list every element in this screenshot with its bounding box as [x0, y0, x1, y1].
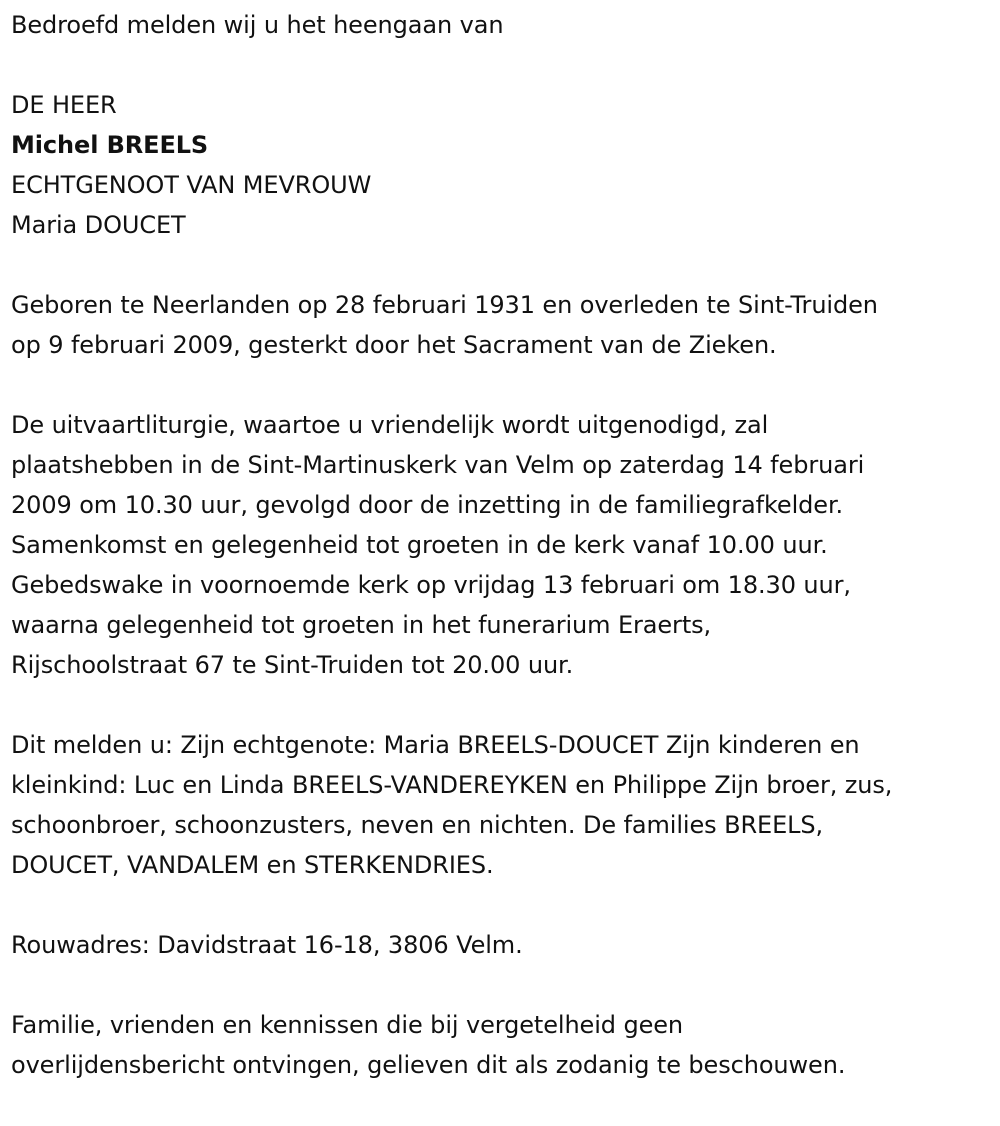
paragraph-line: kleinkind: Luc en Linda BREELS-VANDEREYKEN en Philippe Zijn broer, zus, — [11, 771, 893, 799]
paragraph-line: waarna gelegenheid tot groeten in het funerarium Eraerts, — [11, 611, 712, 639]
paragraph-line: Samenkomst en gelegenheid tot groeten in de kerk vanaf 10.00 uur. — [11, 531, 828, 559]
paragraph-line: Rijschoolstraat 67 te Sint-Truiden tot 20.00 uur. — [11, 651, 574, 679]
paragraph-line: schoonbroer, schoonzusters, neven en nichten. De families BREELS, — [11, 811, 824, 839]
intro-text: Bedroefd melden wij u het heengaan van — [11, 11, 504, 39]
paragraph-line: overlijdensbericht ontvingen, gelieven dit als zodanig te beschouwen. — [11, 1051, 846, 1079]
paragraph-line: Gebedswake in voornoemde kerk op vrijdag 13 februari om 18.30 uur, — [11, 571, 851, 599]
paragraph-line: plaatshebben in de Sint-Martinuskerk van Velm op zaterdag 14 februari — [11, 451, 865, 479]
paragraph-line: DOUCET, VANDALEM en STERKENDRIES. — [11, 851, 494, 879]
deceased-name: Michel BREELS — [11, 131, 209, 159]
birth-death-paragraph — [11, 285, 991, 365]
spacer — [11, 885, 991, 925]
liturgy-paragraph — [11, 405, 991, 685]
paragraph-line: op 9 februari 2009, gesterkt door het Sacrament van de Zieken. — [11, 331, 777, 359]
spacer — [11, 45, 991, 85]
death-notice — [11, 0, 991, 1085]
paragraph-line: 2009 om 10.30 uur, gevolgd door de inzetting in de familiegrafkelder. — [11, 491, 844, 519]
mourning-address: Rouwadres: Davidstraat 16-18, 3806 Velm. — [11, 931, 523, 959]
paragraph-line: De uitvaartliturgie, waartoe u vriendelijk wordt uitgenodigd, zal — [11, 411, 769, 439]
paragraph-line: Dit melden u: Zijn echtgenote: Maria BREELS-DOUCET Zijn kinderen en — [11, 731, 860, 759]
honorific: DE HEER — [11, 91, 117, 119]
closing-paragraph — [11, 1005, 991, 1085]
paragraph-line: Geboren te Neerlanden op 28 februari 1931 en overleden te Sint-Truiden — [11, 291, 878, 319]
paragraph-line: Familie, vrienden en kennissen die bij vergetelheid geen — [11, 1011, 684, 1039]
spouse-name: Maria DOUCET — [11, 211, 186, 239]
spacer — [11, 245, 991, 285]
spouse-label: ECHTGENOOT VAN MEVROUW — [11, 171, 372, 199]
spacer — [11, 685, 991, 725]
spacer — [11, 365, 991, 405]
spacer — [11, 965, 991, 1005]
family-paragraph — [11, 725, 991, 885]
